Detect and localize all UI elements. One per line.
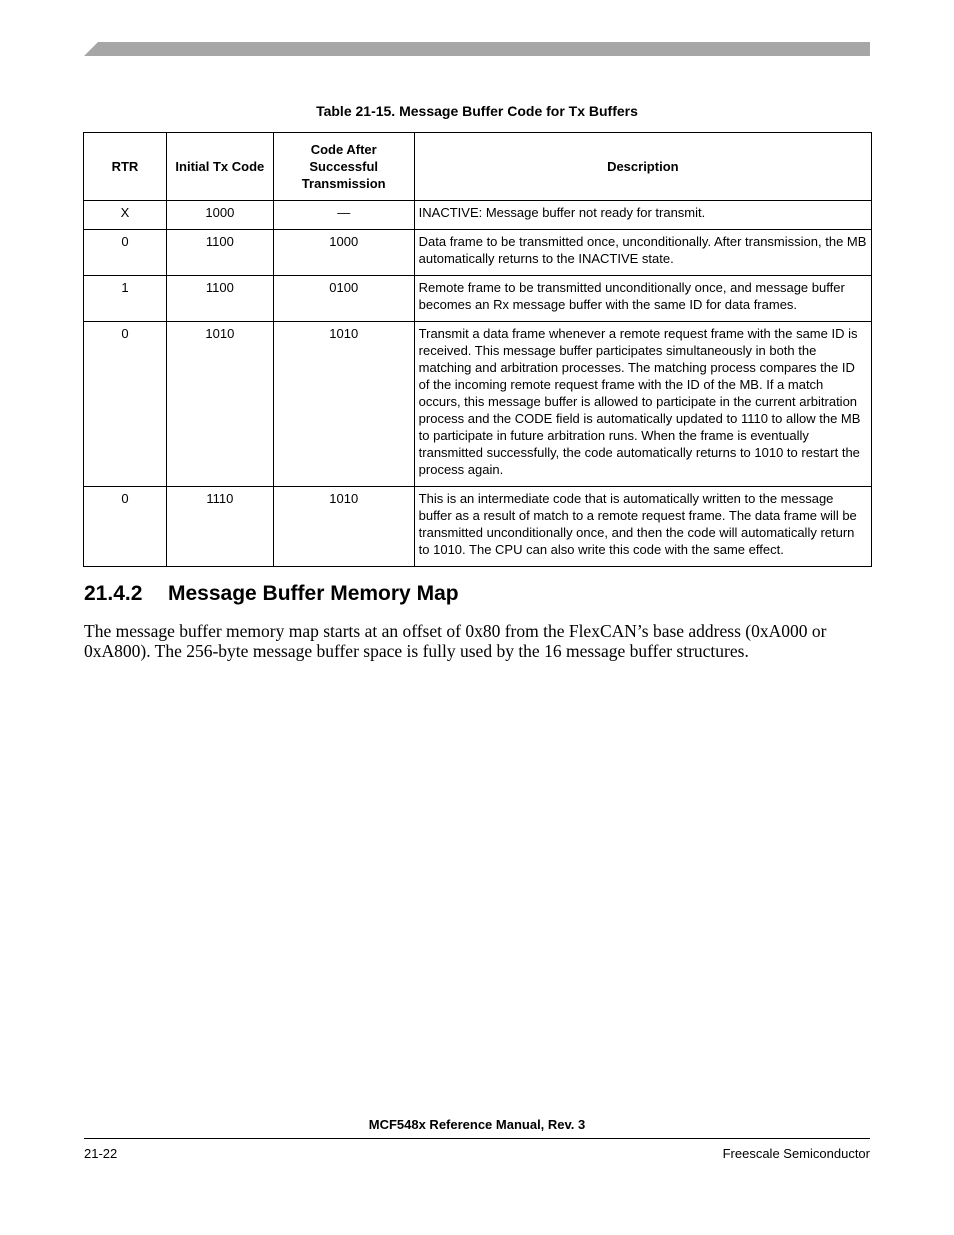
cell-initial-tx-code: 1100: [166, 276, 273, 322]
cell-code-after: —: [273, 201, 414, 230]
cell-initial-tx-code: 1000: [166, 201, 273, 230]
footer-company: Freescale Semiconductor: [722, 1146, 870, 1161]
section-number: 21.4.2: [84, 582, 143, 605]
cell-code-after: 1000: [273, 230, 414, 276]
cell-code-after: 1010: [273, 322, 414, 487]
header-code-after-transmission: Code After Successful Transmission: [273, 133, 414, 201]
footer-manual-title: MCF548x Reference Manual, Rev. 3: [368, 1117, 586, 1132]
table-row: [84, 322, 872, 487]
table-caption: Table 21-15. Message Buffer Code for Tx Buffers: [316, 103, 638, 119]
cell-initial-tx-code: 1110: [166, 487, 273, 567]
cell-code-after: 1010: [273, 487, 414, 567]
cell-rtr: 0: [84, 230, 167, 276]
cell-description: INACTIVE: Message buffer not ready for transmit.: [414, 201, 871, 230]
footer-divider: [84, 1138, 870, 1139]
cell-rtr: 0: [84, 322, 167, 487]
cell-code-after: 0100: [273, 276, 414, 322]
table-row: [84, 487, 872, 567]
cell-rtr: 0: [84, 487, 167, 567]
section-heading: [84, 582, 459, 606]
header-description: Description: [414, 133, 871, 201]
table-header-row: [84, 133, 872, 201]
cell-initial-tx-code: 1100: [166, 230, 273, 276]
cell-initial-tx-code: 1010: [166, 322, 273, 487]
body-paragraph: The message buffer memory map starts at an offset of 0x80 from the FlexCAN’s base address (0xA000 or 0xA800). The 256-byte message buffer space is fully used by the 16 message buffer structures.: [84, 621, 827, 661]
cell-rtr: 1: [84, 276, 167, 322]
table-row: [84, 276, 872, 322]
footer-page-number: 21-22: [84, 1146, 118, 1161]
cell-description: Transmit a data frame whenever a remote request frame with the same ID is received. This message buffer participates simultaneously in both the matching and arbitration processes. The matching process compares the ID of the incoming remote request frame with the ID of the MB. If a match occurs, this message buffer is allowed to participate in the current arbitration process and the CODE field is automatically updated to 1110 to allow the MB to participate in future arbitration runs. When the frame is eventually transmitted successfully, the code automatically returns to 1010 to restart the process again.: [414, 322, 871, 487]
header-bar: [84, 42, 870, 56]
cell-description: Remote frame to be transmitted unconditionally once, and message buffer becomes an Rx message buffer with the same ID for data frames.: [414, 276, 871, 322]
table-row: [84, 230, 872, 276]
message-buffer-code-table: [83, 132, 872, 567]
header-initial-tx-code: Initial Tx Code: [166, 133, 273, 201]
table-row: [84, 201, 872, 230]
cell-rtr: X: [84, 201, 167, 230]
section-title: Message Buffer Memory Map: [168, 582, 459, 605]
cell-description: Data frame to be transmitted once, unconditionally. After transmission, the MB automatically returns to the INACTIVE state.: [414, 230, 871, 276]
cell-description: This is an intermediate code that is automatically written to the message buffer as a result of match to a remote request frame. The data frame will be transmitted unconditionally once, and then the code will automatically return to 1010. The CPU can also write this code with the same effect.: [414, 487, 871, 567]
header-rtr: RTR: [84, 133, 167, 201]
